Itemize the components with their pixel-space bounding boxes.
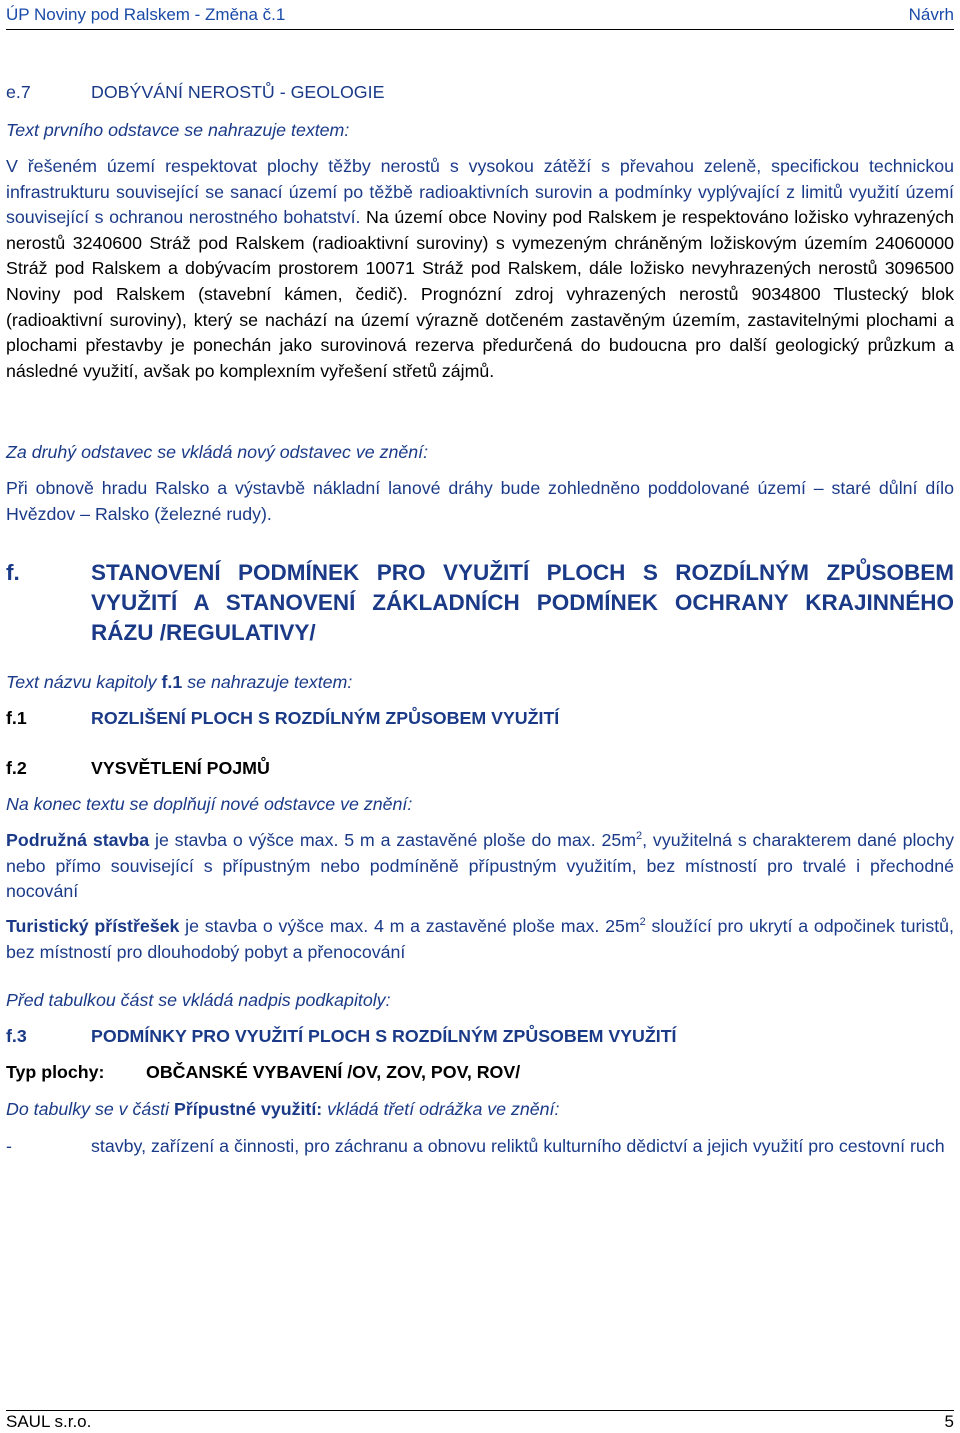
instruction-text: Text názvu kapitoly [6, 672, 162, 692]
bullet-text: stavby, zařízení a činnosti, pro záchranu a obnovu reliktů kulturního dědictví a jejich využití pro cestovní ruch [91, 1136, 945, 1156]
section-f-heading [6, 558, 954, 648]
area-type-line [6, 1060, 954, 1086]
instruction-text: Do tabulky se v části [6, 1099, 175, 1119]
area-type-value: OBČANSKÉ VYBAVENÍ /OV, ZOV, POV, ROV/ [146, 1062, 521, 1082]
section-title: VYSVĚTLENÍ POJMŮ [91, 758, 270, 778]
term: Podružná stavba [6, 830, 150, 850]
section-e7-heading [6, 80, 954, 106]
section-title: ROZLIŠENÍ PLOCH S ROZDÍLNÝM ZPŮSOBEM VYUŽITÍ [91, 708, 560, 728]
section-f1-heading [6, 706, 954, 732]
definition-tourist-shelter [6, 914, 954, 965]
instruction-text: vkládá třetí odrážka ve znění: [322, 1099, 560, 1119]
section-number: f.2 [6, 758, 27, 778]
section-title: DOBÝVÁNÍ NEROSTŮ - GEOLOGIE [91, 82, 385, 102]
paragraph-mining-areas [6, 154, 954, 384]
paragraph-undermined-area: Při obnově hradu Ralsko a výstavbě nákladní lanové dráhy bude zohledněno poddolované území – staré důlní dílo Hvězdov – Ralsko (železné rudy). [6, 478, 954, 524]
footer-company: SAUL s.r.o. [6, 1412, 92, 1431]
page-footer [6, 1410, 954, 1433]
instruction-insert-paragraph: Za druhý odstavec se vkládá nový odstavec ve znění: [6, 442, 429, 462]
instruction-text: se nahrazuje textem: [182, 672, 353, 692]
bullet-mark: - [6, 1136, 12, 1156]
section-number: f. [6, 560, 20, 585]
header-status: Návrh [908, 5, 954, 24]
header-document-title: ÚP Noviny pod Ralskem - Změna č.1 [6, 5, 286, 24]
section-f2-heading [6, 756, 954, 782]
instruction-insert-bullet [6, 1097, 954, 1123]
term: Turistický přístřešek [6, 916, 180, 936]
section-title: PODMÍNKY PRO VYUŽITÍ PLOCH S ROZDÍLNÝM ZPŮSOBEM VYUŽITÍ [91, 1026, 677, 1046]
definition-text: je stavba o výšce max. 4 m a zastavěné ploše max. 25m [179, 916, 640, 936]
superscript: 2 [636, 830, 643, 842]
instruction-rename-chapter [6, 670, 954, 696]
superscript: 2 [639, 916, 646, 928]
page-header [6, 3, 954, 30]
changed-text: V řešeném území respektovat plochy těžby nerostů s vysokou zátěží s převahou zeleně, specifickou technickou infrastrukturu související se sanací území po těžbě radioaktivních surovin a podmínky vyplývající z limitů využití území související s ochranou nerostného bohatství. [6, 156, 954, 228]
definition-text: , využitelná s charakterem dané plochy nebo přímo související s přípustným nebo podmíněně přípustným využitím, bez místností pro trvalé i přechodné nocování [6, 830, 954, 902]
area-type-label: Typ plochy: [6, 1062, 105, 1082]
section-number: f.1 [6, 708, 27, 728]
section-number: f.3 [6, 1026, 27, 1046]
original-text: Na území obce Noviny pod Ralskem je respektováno ložisko vyhrazených nerostů 3240600 Stráž pod Ralskem (radioaktivní suroviny) s vymezeným chráněným ložiskovým územím 24060000 Stráž pod Ralskem a dobývacím prostorem 10071 Stráž pod Ralskem, dále ložisko nevyhrazených nerostů 3096500 Noviny pod Ralskem (stavební kámen, čedič). Prognózní zdroj vyhrazených nerostů 9034800 Tlustecký blok (radioaktivní suroviny), který se nachází na území výrazně dotčeném zastavěným územím, zastavitelnými plochami a plochami přestavby je ponechán jako surovinová rezerva předurčená do budoucna pro další geologický průzkum a následné využití, avšak po komplexním vyřešení střetů zájmů. [6, 207, 954, 381]
instruction-insert-subheading: Před tabulkou část se vkládá nadpis podkapitoly: [6, 990, 391, 1010]
definition-text: sloužící pro ukrytí a odpočinek turistů, bez místností pro dlouhodobý pobyt a přenocování [6, 916, 954, 962]
chapter-ref: f.1 [161, 672, 183, 692]
section-title: STANOVENÍ PODMÍNEK PRO VYUŽITÍ PLOCH S ROZDÍLNÝM ZPŮSOBEM VYUŽITÍ A STANOVENÍ ZÁKLADNÍCH PODMÍNEK OCHRANY KRAJINNÉHO RÁZU /REGULATIVY/ [91, 560, 954, 645]
instruction-append-paragraphs: Na konec textu se doplňují nové odstavce ve znění: [6, 794, 413, 814]
bullet-item [6, 1134, 954, 1160]
table-part-ref: Přípustné využití: [174, 1099, 323, 1119]
section-number: e.7 [6, 82, 31, 102]
footer-page-number: 5 [944, 1412, 954, 1431]
definition-text: je stavba o výšce max. 5 m a zastavěné ploše do max. 25m [149, 830, 637, 850]
definition-ancillary-building [6, 828, 954, 905]
section-f3-heading [6, 1024, 954, 1050]
instruction-replace-paragraph: Text prvního odstavce se nahrazuje textem: [6, 120, 350, 140]
